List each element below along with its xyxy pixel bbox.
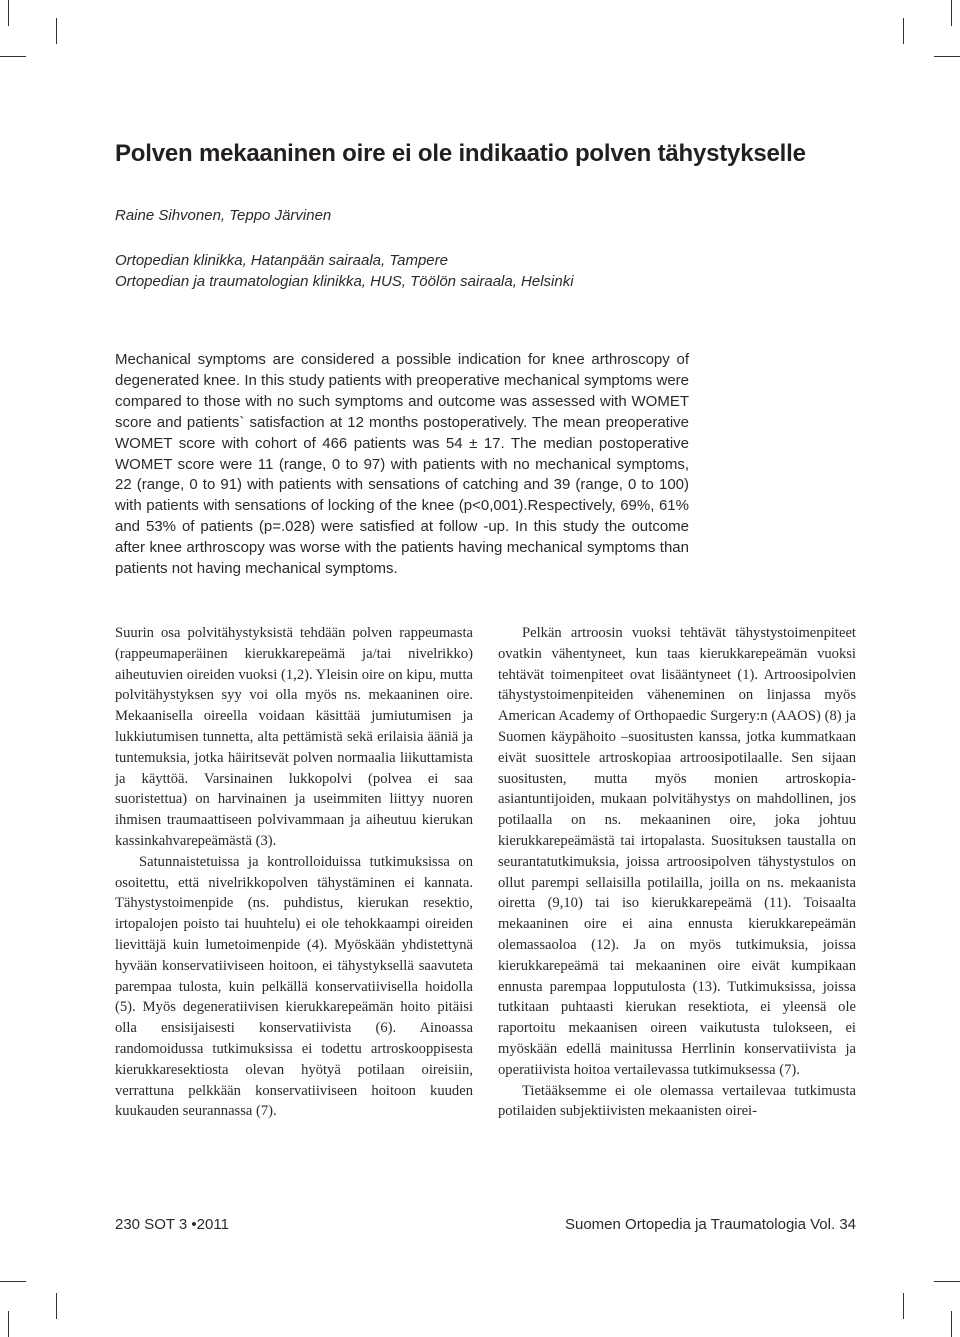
abstract: Mechanical symptoms are considered a possible indication for knee arthroscopy of degenerated knee. In this study patients with preoperative mechanical symptoms were compared to those with no such symptoms and outcome was assessed with WOMET score and patients` satisfaction at 12 months postoperatively. The mean preoperative WOMET score with cohort of 466 patients was 54 ± 17. The median postoperative WOMET score were 11 (range, 0 to 97) with patients with no mechanical symptoms, 22 (range, 0 to 91) with patients with sensations of catching and 39 (range, 0 to 100) with patients with sensations of locking of the knee (p<0,001).Respectively, 69%, 61% and 53% of patients (p=.028) were satisfied at follow -up. In this study the outcome after knee arthroscopy was worse with the patients having mechanical symptoms than patients not having mechanical symptoms. — [115, 351, 689, 578]
crop-mark — [903, 1293, 904, 1319]
body-column-left — [115, 623, 473, 1122]
article-title: Polven mekaaninen oire ei ole indikaatio polven tähystykselle — [115, 140, 806, 167]
crop-mark — [8, 1311, 9, 1337]
crop-mark — [8, 0, 9, 26]
paragraph: Satunnaistetuissa ja kontrolloiduissa tutkimuksissa on osoitettu, että nivelrikkopolven tähystäminen ei kannata. Tähystystoimenpide (ns. puhdistus, kierukan resektio, irtopalojen poisto tai huuhtelu) ei ole tehokkaampi oireiden lievittäjä kuin lumetoimenpide (4). Myöskään yhdistettynä hyvään konservatiiviseen hoitoon, ei tähystyksellä saavuteta parempaa tulosta, kuin pelkällä konservatiivisella hoidolla (5). Myös degeneratiivisen kierukkarepeämän hoito pitäisi olla ensisijaisesti konservatiivista (6). Ainoassa randomoidussa tutkimuksissa ei todettu artroskooppisesta kierukkaresektiosta olevan hyötyä potilaan oireisiin, verrattuna pelkkään konservatiiviseen hoitoon kuuden kuukauden seurannassa (7). — [115, 853, 473, 1120]
affiliation: Ortopedian klinikka, Hatanpään sairaala, Tampere — [115, 252, 448, 269]
crop-mark — [56, 1293, 57, 1319]
paragraph: Pelkän artroosin vuoksi tehtävät tähystystoimenpiteet ovatkin vähentyneet, kun taas kierukkarepeämän vuoksi tehtävät toimenpiteet ovat lisääntyneet (1). Artroosipolvien tähystystoimenpiteiden väheneminen on linjassa myös American Academy of Orthopaedic Surgery:n (AAOS) (8) ja Suomen käypähoito –suositusten kanssa, jotka kummatkaan eivät suosittele artroskopiaa artroosipotilaalle. Sen sijaan suositusten, mutta myös monien artroskopia-asiantuntijoiden, mukaan polvitähystys on mahdollinen, jos potilaalla on ns. mekaaninen oire, joka johtuu kierukkarepeämästä tai irtopalasta. Suosituksen taustalla on seurantatutkimuksia, joissa artroosipolven tähystystulos on ollut parempi sellaisilla potilailla, joilla on ns. mekaanista oiretta (9,10) tai iso kierukkarepeämä (11). Toisaalta mekaaninen oire ei aina ennusta kierukkarepeämän olemassaoloa (12). Ja on myös tutkimuksia, joissa kierukkarepeämä tai mekaaninen oire eivät kumpikaan ennusta parempaa lopputulosta (13). Tutkimuksissa, joissa tutkitaan puhtaasti kierukan resektiota, ei yleensä ole raportoitu mekaanisen oireen vaikutusta tulokseen, ei myöskään edellä mainitussa Herrlinin konservatiivista ja operatiivista hoitoa vertailevassa tutkimuksessa (7). — [498, 625, 856, 1078]
crop-mark — [0, 56, 26, 57]
paragraph: Suurin osa polvitähystyksistä tehdään polven rappeumasta (rappeumaperäinen kierukkarepeämä ja/tai nivelrikko) aiheutuvien oireiden vuoksi (1,2). Yleisin oire on kipu, mutta polvitähystyksen syy voi olla myös ns. mekaaninen oire. Mekaanisella oireella voidaan käsittää jumiutumisen ja lukkiutumisen tunnetta, alta pettämistä sekä erilaisia ääniä ja tuntemuksia, jotka häiritsevät polven normaalia liikuttamista ja käyttöä. Varsinainen lukkopolvi (polvea ei saa suoristettua) on harvinainen ja useimmiten liittyy nuoren ihmisen traumaattiseen polvivammaan ja aiheutuu kierukan kassinkahvarepeämästä (3). — [115, 625, 473, 849]
body-column-right — [498, 623, 856, 1122]
footer-journal: Suomen Ortopedia ja Traumatologia Vol. 34 — [564, 1216, 856, 1233]
crop-mark — [934, 1281, 960, 1282]
crop-mark — [951, 1311, 952, 1337]
crop-mark — [56, 18, 57, 44]
authors: Raine Sihvonen, Teppo Järvinen — [115, 207, 332, 224]
crop-mark — [903, 18, 904, 44]
crop-mark — [951, 0, 952, 26]
footer-page-info: 230 SOT 3 •2011 — [115, 1216, 229, 1233]
paragraph: Tietääksemme ei ole olemassa vertailevaa tutkimusta potilaiden subjektiivisten mekaanisten oirei- — [498, 1082, 856, 1120]
affiliations — [115, 250, 574, 292]
crop-mark — [0, 1281, 26, 1282]
affiliation: Ortopedian ja traumatologian klinikka, HUS, Töölön sairaala, Helsinki — [115, 273, 574, 290]
crop-mark — [934, 56, 960, 57]
